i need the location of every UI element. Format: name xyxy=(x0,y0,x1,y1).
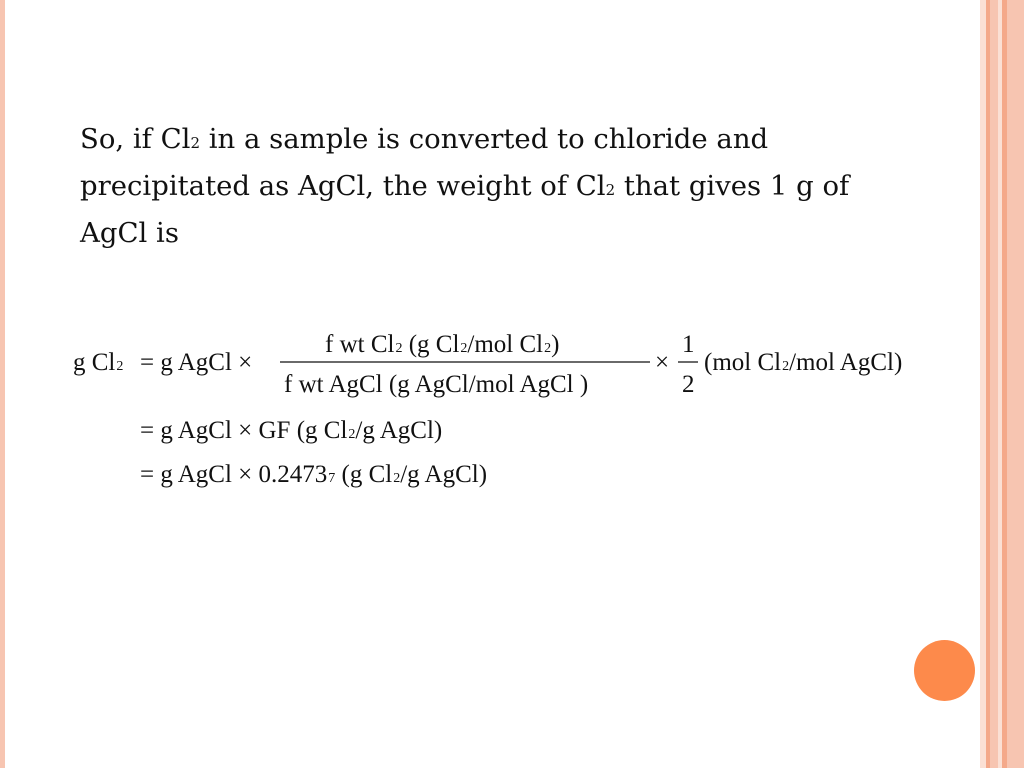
orange-circle-decoration xyxy=(914,640,975,701)
eq-line3: = g AgCl × 0.24737 (g Cl2/g AgCl) xyxy=(140,461,488,488)
subscript: 2 xyxy=(190,134,200,152)
text-run: So, if Cl xyxy=(80,123,191,155)
eq-numerator: f wt Cl2 (g Cl2/mol Cl2) xyxy=(325,331,560,358)
eq-line2: = g AgCl × GF (g Cl2/g AgCl) xyxy=(140,417,443,444)
eq-half-denominator: 2 xyxy=(682,371,695,398)
subscript: 2 xyxy=(605,181,616,199)
text-run: in a sample is converted to chloride and xyxy=(199,123,769,155)
eq-denominator: f wt AgCl (g AgCl/mol AgCl ) xyxy=(284,371,589,398)
eq-lhs: g Cl2 xyxy=(73,349,124,376)
text-run: precipitated as AgCl, the weight of Cl xyxy=(80,170,606,202)
eq-line1-rhs-start: = g AgCl × xyxy=(140,349,253,376)
text-run: that gives 1 g of xyxy=(615,170,850,202)
text-run: AgCl is xyxy=(80,217,179,249)
eq-half-numerator: 1 xyxy=(682,331,695,358)
eq-unit-ratio: (mol Cl2/mol AgCl) xyxy=(704,349,903,376)
eq-times: × xyxy=(655,349,670,376)
